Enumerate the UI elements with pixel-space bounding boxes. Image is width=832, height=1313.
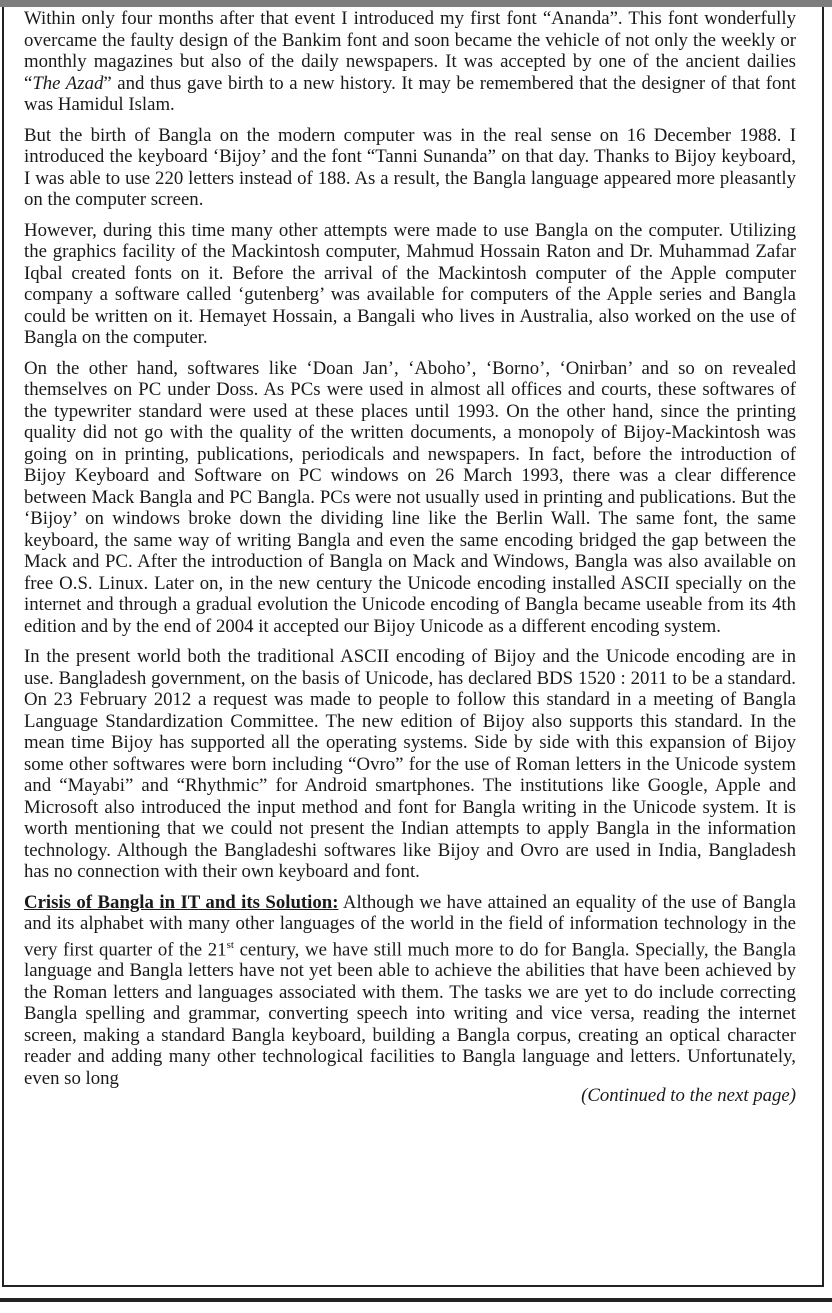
- continued-note: (Continued to the next page): [581, 1085, 796, 1107]
- paragraph-1: [24, 8, 796, 116]
- top-rule: [0, 0, 832, 7]
- paragraph-4: On the other hand, softwares like ‘Doan Jan’, ‘Aboho’, ‘Borno’, ‘Onirban’ and so on revealed themselves on PC under Doss. As PCs were used in almost all offices and courts, these softwares of the typewriter standard were used at these places until 1993. On the other hand, since the printing quality did not go with the quality of the written documents, a monopoly of Bijoy-Mackintosh was going on in printing, publications, periodicals and newspapers. In fact, before the introduction of Bijoy Keyboard and Software on PC windows on 26 March 1993, there was a clear difference between Mack Bangla and PC Bangla. PCs were not usually used in printing and publications. But the ‘Bijoy’ on windows broke down the dividing line like the Berlin Wall. The same font, the same keyboard, the same way of writing Bangla and even the same encoding bridged the gap between the Mack and PC. After the introduction of Bangla on Mack and Windows, Bangla was also available on free O.S. Linux. Later on, in the new century the Unicode encoding installed ASCII specially on the internet and through a gradual evolution the Unicode encoding of Bangla became useable from its 4th edition and by the end of 2004 it accepted our Bijoy Unicode as a different encoding system.: [24, 357, 796, 637]
- article-body: [24, 8, 796, 1105]
- paragraph-6: [24, 892, 796, 1090]
- paragraph-2: But the birth of Bangla on the modern computer was in the real sense on 16 December 1988. I introduced the keyboard ‘Bijoy’ and the font “Tanni Sunanda” on that day. Thanks to Bijoy keyboard, I was able to use 220 letters instead of 188. As a result, the Bangla language appeared more pleasantly on the computer screen.: [24, 124, 796, 210]
- ordinal-suffix: st: [226, 938, 234, 951]
- paragraph-1-text-b: ” and thus gave birth to a new history. It may be remembered that the designer of that font was Hamidul Islam.: [24, 72, 797, 115]
- paragraph-3: However, during this time many other attempts were made to use Bangla on the computer. Utilizing the graphics facility of the Mackintosh computer, Mahmud Hossain Raton and Dr. Muhammad Zafar Iqbal created fonts on it. Before the arrival of the Mackintosh computer of the Apple computer company a software called ‘gutenberg’ was available for computers of the Apple series and Bangla could be written on it. Hemayet Hossain, a Bangali who lives in Australia, also worked on the use of Bangla on the computer.: [24, 219, 796, 348]
- paragraph-6-text-b: century, we have still much more to do for Bangla. Specially, the Bangla language and Bangla letters have not yet been able to achieve the abilities that have been achieved by the Roman letters and languages associated with them. The tasks we are yet to do include correcting Bangla spelling and grammar, converting speech into writing and vice versa, reading the internet screen, making a standard Bangla keyboard, building a Bangla corpus, creating an optical character reader and adding many other technological facilities to Bangla language and letters. Unfortunately, even so long: [24, 938, 797, 1089]
- paragraph-1-text-a: Within only four months after that event I introduced my first font “Ananda”. This font wonderfully overcame the faulty design of the Bankim font and soon became the vehicle of not only the weekly or monthly magazines but also of the daily newspapers. It was accepted by one of the ancient dailies “: [24, 8, 796, 94]
- paragraph-6-text-a: Although we have attained an equality of the use of Bangla and its alphabet with many other languages of the world in the field of information technology in the very first quarter of the 21: [24, 891, 796, 960]
- newspaper-title: The Azad: [32, 72, 104, 94]
- section-heading: Crisis of Bangla in IT and its Solution:: [24, 891, 339, 913]
- bottom-rule: [0, 1298, 832, 1302]
- paragraph-5: In the present world both the traditional ASCII encoding of Bijoy and the Unicode encoding are in use. Bangladesh government, on the basis of Unicode, has declared BDS 1520 : 2011 to be a standard. On 23 February 2012 a request was made to people to follow this standard in a meeting of Bangla Language Standardization Committee. The new edition of Bijoy also supports this standard. In the mean time Bijoy has supported all the operating systems. Side by side with this expansion of Bijoy some other softwares were born including “Ovro” for the use of Roman letters in the Unicode system and “Mayabi” and “Rhythmic” for Android smartphones. The institutions like Google, Apple and Microsoft also introduced the input method and font for Bangla writing in the Unicode system. It is worth mentioning that we could not present the Indian attempts to apply Bangla in the information technology. Although the Bangladeshi softwares like Bijoy and Ovro are used in India, Bangladesh has no connection with their own keyboard and font.: [24, 646, 796, 882]
